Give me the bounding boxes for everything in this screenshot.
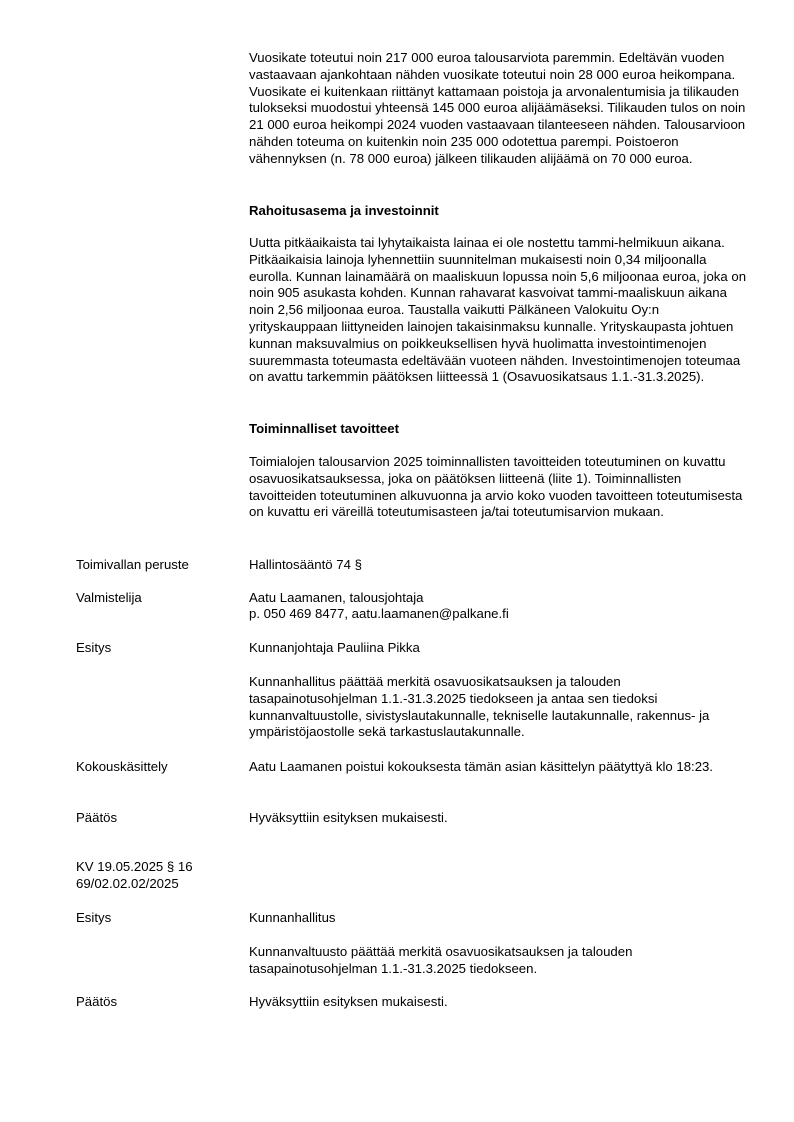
proposal-label: Esitys xyxy=(76,640,112,655)
decision-text: Hyväksyttiin esityksen mukaisesti. xyxy=(249,810,448,825)
kv-reference-number: 69/02.02.02/2025 xyxy=(76,876,179,891)
proposal-presenter: Kunnanjohtaja Pauliina Pikka xyxy=(249,640,420,655)
goals-heading: Toiminnalliset tavoitteet xyxy=(249,421,399,436)
meeting-text: Aatu Laamanen poistui kokouksesta tämän asian käsittelyn päätyttyä klo 18:23. xyxy=(249,759,714,774)
proposal-text: Kunnanhallitus päättää merkitä osavuosikatsauksen ja talouden tasapainotusohjelman 1.1.-31.3.2025 tiedokseen ja antaa sen tiedoksi kunnanvaltuustolle, sivistyslautakunnalle, tekniselle lautakunnalle, rakennus- ja ympäristöjaostolle sekä tarkastuslautakunnalle. xyxy=(249,674,710,740)
preparer-label: Valmistelija xyxy=(76,590,142,605)
financing-paragraph: Uutta pitkäaikaista tai lyhytaikaista lainaa ei ole nostettu tammi-helmikuun aikana. Pitkäaikaisia lainoja lyhennettiin suunnitelman mukaisesti noin 0,34 miljoonalla eurolla. Kunnan lainamäärä on maaliskuun lopussa noin 5,6 miljoonaa euroa, joka on noin 905 asukasta kohden. Kunnan rahavarat kasvoivat tammi-maaliskuun aikana noin 2,56 miljoonaa euroa. Taustalla vaikutti Pälkäneen Valokuitu Oy:n yrityskauppaan liittyneiden lainojen takaisinmaksu kunnalle. Yrityskaupasta johtuen kunnan maksuvalmius on poikkeuksellisen hyvä huolimatta investointimenojen suuremmasta toteumasta edeltävään vuoteen nähden. Investointimenojen toteumaa on avattu tarkemmin päätöksen liitteessä 1 (Osavuosikatsaus 1.1.-31.3.2025). xyxy=(249,235,747,385)
council-proposal-text: Kunnanvaltuusto päättää merkitä osavuosikatsauksen ja talouden tasapainotusohjelman 1.1.-31.3.2025 tiedokseen. xyxy=(249,944,633,976)
council-proposal-label: Esitys xyxy=(76,910,112,925)
meeting-label: Kokouskäsittely xyxy=(76,759,168,774)
authority-label: Toimivallan peruste xyxy=(76,557,189,572)
authority-value: Hallintosääntö 74 § xyxy=(249,557,362,572)
kv-reference-date: KV 19.05.2025 § 16 xyxy=(76,859,193,874)
council-decision-text: Hyväksyttiin esityksen mukaisesti. xyxy=(249,994,448,1009)
council-proposal-presenter: Kunnanhallitus xyxy=(249,910,336,925)
intro-paragraph: Vuosikate toteutui noin 217 000 euroa talousarviota paremmin. Edeltävän vuoden vastaavaan ajankohtaan nähden vuosikate toteutui noin 28 000 euroa heikompana. Vuosikate ei kuitenkaan riittänyt kattamaan poistoja ja arvonalentumisia ja tilikauden tulokseksi muodostui yhteensä 145 000 euroa alijäämäseksi. Tilikauden tulos on noin 21 000 euroa heikompi 2024 vuoden vastaavaan tilanteeseen nähden. Talousarvioon nähden toteuma on kuitenkin noin 235 000 odotettua parempi. Poistoeron vähennyksen (n. 78 000 euroa) jälkeen tilikauden alijäämä on 70 000 euroa. xyxy=(249,50,746,166)
goals-paragraph: Toimialojen talousarvion 2025 toiminnallisten tavoitteiden toteutuminen on kuvattu osavuosikatsauksessa, joka on päätöksen liitteenä (liite 1). Toiminnallisten tavoitteiden toteutuminen alkuvuonna ja arvio koko vuoden tavoitteen toteutumisesta on kuvattu eri väreillä toteutumisasteen ja/tai toteutumisarvion mukaan. xyxy=(249,454,743,520)
council-decision-label: Päätös xyxy=(76,994,118,1009)
preparer-contact: p. 050 469 8477, aatu.laamanen@palkane.fi xyxy=(249,606,509,621)
financing-heading: Rahoitusasema ja investoinnit xyxy=(249,203,439,218)
preparer-name: Aatu Laamanen, talousjohtaja xyxy=(249,590,424,605)
decision-label: Päätös xyxy=(76,810,118,825)
